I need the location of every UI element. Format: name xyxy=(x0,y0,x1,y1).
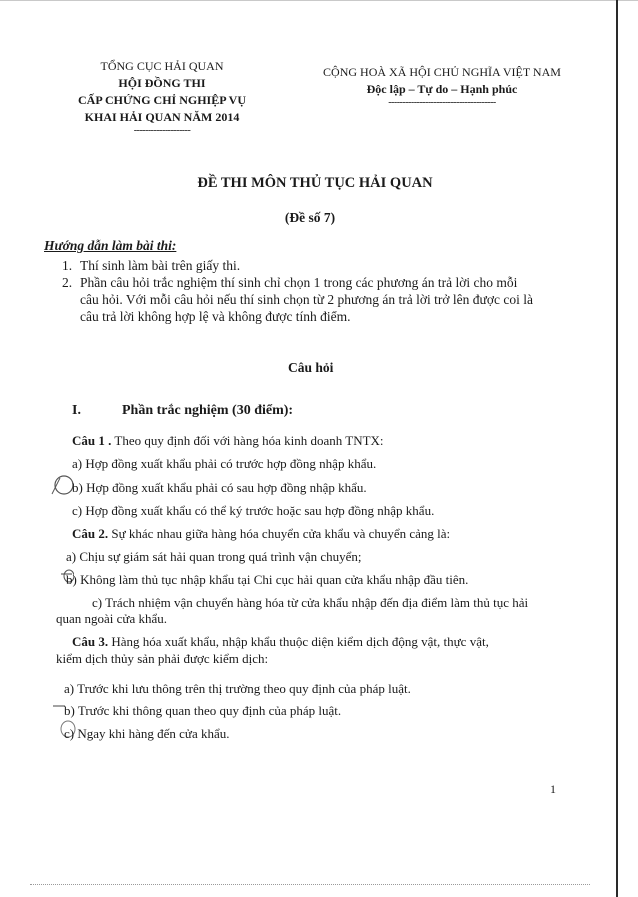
national-motto: Độc lập – Tự do – Hạnh phúc xyxy=(366,82,518,96)
question-1-text: Theo quy định đối với hàng hóa kinh doanh TNTX: xyxy=(114,433,384,448)
exam-number: (Đề số 7) xyxy=(284,210,336,225)
question-3-option-c: c) Ngay khi hàng đến cửa khẩu. xyxy=(64,726,230,741)
question-3-text: Hàng hóa xuất khẩu, nhập khẩu thuộc diện kiểm dịch động vật, thực vật, xyxy=(111,634,489,649)
instruction-text-2-line-3: câu trả lời không hợp lệ và không được tính điểm. xyxy=(80,309,351,324)
question-2-option-c-cont: quan ngoài cửa khẩu. xyxy=(56,611,168,626)
question-2-text: Sự khác nhau giữa hàng hóa chuyển cửa khẩu và chuyển cảng là: xyxy=(111,526,451,541)
scan-right-edge xyxy=(616,0,618,897)
instruction-text-1: Thí sinh làm bài trên giấy thi. xyxy=(80,258,241,273)
question-3-option-a: a) Trước khi lưu thông trên thị trường theo quy định của pháp luật. xyxy=(64,681,411,696)
national-motto-block xyxy=(308,64,576,108)
question-2 xyxy=(72,526,450,542)
question-1-label: Câu 1 . xyxy=(72,433,112,448)
question-2-label: Câu 2. xyxy=(72,526,109,541)
issuer-block xyxy=(62,58,262,136)
instruction-text-2-line-1: Phần câu hỏi trắc nghiệm thí sinh chỉ chọn 1 trong các phương án trả lời cho mỗi xyxy=(80,275,518,290)
instruction-number-1: 1. xyxy=(62,258,73,273)
section-roman-numeral: I. xyxy=(72,403,81,418)
page-number: 1 xyxy=(550,782,556,796)
handwritten-answer-circle-q1 xyxy=(50,474,74,502)
issuer-line-4: KHAI HẢI QUAN NĂM 2014 xyxy=(84,110,240,124)
instruction-number-2: 2. xyxy=(62,275,73,290)
national-rule: -------------------------------------- xyxy=(388,97,496,108)
instruction-text-2-line-2: câu hỏi. Với mỗi câu hỏi nếu thí sinh chọn từ 2 phương án trả lời trở lên được coi là xyxy=(80,292,533,307)
question-1-option-c: c) Hợp đồng xuất khẩu có thể ký trước hoặc sau hợp đồng nhập khẩu. xyxy=(72,503,435,518)
issuer-line-2: HỘI ĐỒNG THI xyxy=(118,76,206,90)
instructions-heading: Hướng dẫn làm bài thi: xyxy=(44,238,177,253)
issuer-rule: -------------------- xyxy=(133,125,191,136)
question-2-option-b: b) Không làm thủ tục nhập khẩu tại Chi cục hải quan cửa khẩu nhập đầu tiên. xyxy=(66,572,469,587)
question-1 xyxy=(72,433,384,449)
question-3-option-b: b) Trước khi thông quan theo quy định của pháp luật. xyxy=(64,703,342,718)
issuer-line-1: TỔNG CỤC HẢI QUAN xyxy=(100,59,224,73)
section-title: Phần trắc nghiệm (30 điểm): xyxy=(122,403,294,418)
scan-bottom-edge xyxy=(30,884,590,886)
question-3-label: Câu 3. xyxy=(72,634,109,649)
question-1-option-a: a) Hợp đồng xuất khẩu phải có trước hợp đồng nhập khẩu. xyxy=(72,456,377,471)
instruction-item-2 xyxy=(62,275,592,327)
national-title: CỘNG HOÀ XÃ HỘI CHỦ NGHĨA VIỆT NAM xyxy=(323,65,561,79)
question-1-option-b: b) Hợp đồng xuất khẩu phải có sau hợp đồng nhập khẩu. xyxy=(72,480,367,495)
question-2-option-a: a) Chịu sự giám sát hải quan trong quá trình vận chuyển; xyxy=(66,549,362,564)
question-3 xyxy=(72,634,489,650)
question-2-option-c: c) Trách nhiệm vận chuyển hàng hóa từ cửa khẩu nhập đến địa điểm làm thủ tục hải xyxy=(92,595,529,610)
question-3-text-cont: kiểm dịch thủy sản phải được kiểm dịch: xyxy=(56,651,269,666)
exam-title: ĐỀ THI MÔN THỦ TỤC HẢI QUAN xyxy=(197,175,433,191)
issuer-line-3: CẤP CHỨNG CHỈ NGHIỆP VỤ xyxy=(77,93,246,107)
scan-top-edge xyxy=(0,0,638,1)
questions-heading: Câu hỏi xyxy=(288,360,334,375)
